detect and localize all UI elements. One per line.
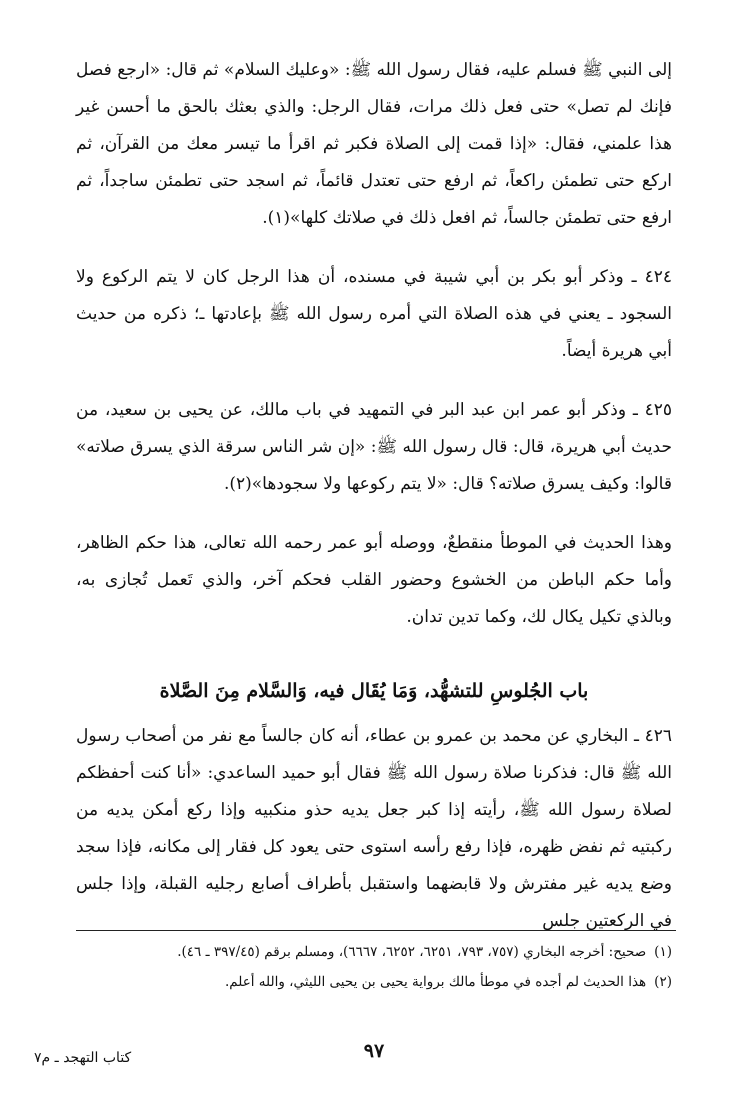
main-text <box>76 52 672 940</box>
paragraph-426: ٤٢٦ ـ البخاري عن محمد بن عمرو بن عطاء، أنه كان جالساً مع نفر من أصحاب رسول الله ﷺ قال: فذكرنا صلاة رسول الله ﷺ فقال أبو حميد الساعدي: «أنا كنت أحفظكم لصلاة رسول الله ﷺ، رأيته إذا كبر جعل يديه حذو منكبيه وإذا ركع أمكن يديه من ركبتيه ثم نفض ظهره، فإذا رفع رأسه استوى حتى يعود كل فقار إلى مكانه، فإذا سجد وضع يديه غير مفترش ولا قابضهما واستقبل بأطراف أصابع رجليه القبلة، وإذا جلس في الركعتين جلس <box>76 726 672 931</box>
footnote-1-text: صحيح: أخرجه البخاري (٧٥٧، ٧٩٣، ٦٢٥١، ٦٢٥٢، ٦٦٦٧)، ومسلم برقم (٣٩٧/٤٥ ـ ٤٦). <box>177 944 647 960</box>
book-signature: كتاب التهجد ـ م٧ <box>34 1050 132 1066</box>
footnote-2-mark: (٢) <box>654 974 672 990</box>
paragraph-424: ٤٢٤ ـ وذكر أبو بكر بن أبي شيبة في مسنده، أن هذا الرجل كان لا يتم الركوع ولا السجود ـ يعني في هذه الصلاة التي أمره رسول الله ﷺ بإعادتها ـ؛ ذكره من حديث أبي هريرة أيضاً. <box>76 267 672 361</box>
footnote-1 <box>76 938 672 966</box>
footnote-2-text: هذا الحديث لم أجده في موطأ مالك برواية يحيى بن يحيى الليثي، والله أعلم. <box>224 974 647 990</box>
page-number: ٩٧ <box>363 1040 385 1062</box>
footnote-divider <box>76 930 676 931</box>
paragraph-commentary: وهذا الحديث في الموطأ منقطعٌ، ووصله أبو عمر رحمه الله تعالى، هذا حكم الظاهر، وأما حكم الباطن من الخشوع وحضور القلب فحكم آخر، والذي تَعمل تُجازى به، وبالذي تكيل يكال لك، وكما تدين تدان. <box>76 533 672 627</box>
chapter-heading: باب الجُلوسِ للتشهُّد، وَمَا يُقَال فيه، وَالسَّلام مِنَ الصَّلاة <box>159 680 589 702</box>
paragraph-hadith-continuation: إلى النبي ﷺ فسلم عليه، فقال رسول الله ﷺ: «وعليك السلام» ثم قال: «ارجع فصل فإنك لم تصل» حتى فعل ذلك مرات، فقال الرجل: والذي بعثك بالحق ما أحسن غير هذا علمني، فقال: «إذا قمت إلى الصلاة فكبر ثم اقرأ ما تيسر معك من القرآن، ثم اركع حتى تطمئن راكعاً، ثم ارفع حتى تعتدل قائماً، ثم اسجد حتى تطمئن ساجداً، ثم ارفع حتى تطمئن جالساً، ثم افعل ذلك في صلاتك كلها»(١). <box>76 60 672 228</box>
footnote-2 <box>76 968 672 996</box>
paragraph-425: ٤٢٥ ـ وذكر أبو عمر ابن عبد البر في التمهيد في باب مالك، عن يحيى بن سعيد، من حديث أبي هريرة، قال: قال رسول الله ﷺ: «إن شر الناس سرقة الذي يسرق صلاته» قالوا: وكيف يسرق صلاته؟ قال: «لا يتم ركوعها ولا سجودها»(٢). <box>76 400 672 494</box>
footnotes <box>76 938 672 996</box>
footnote-1-mark: (١) <box>654 944 672 960</box>
